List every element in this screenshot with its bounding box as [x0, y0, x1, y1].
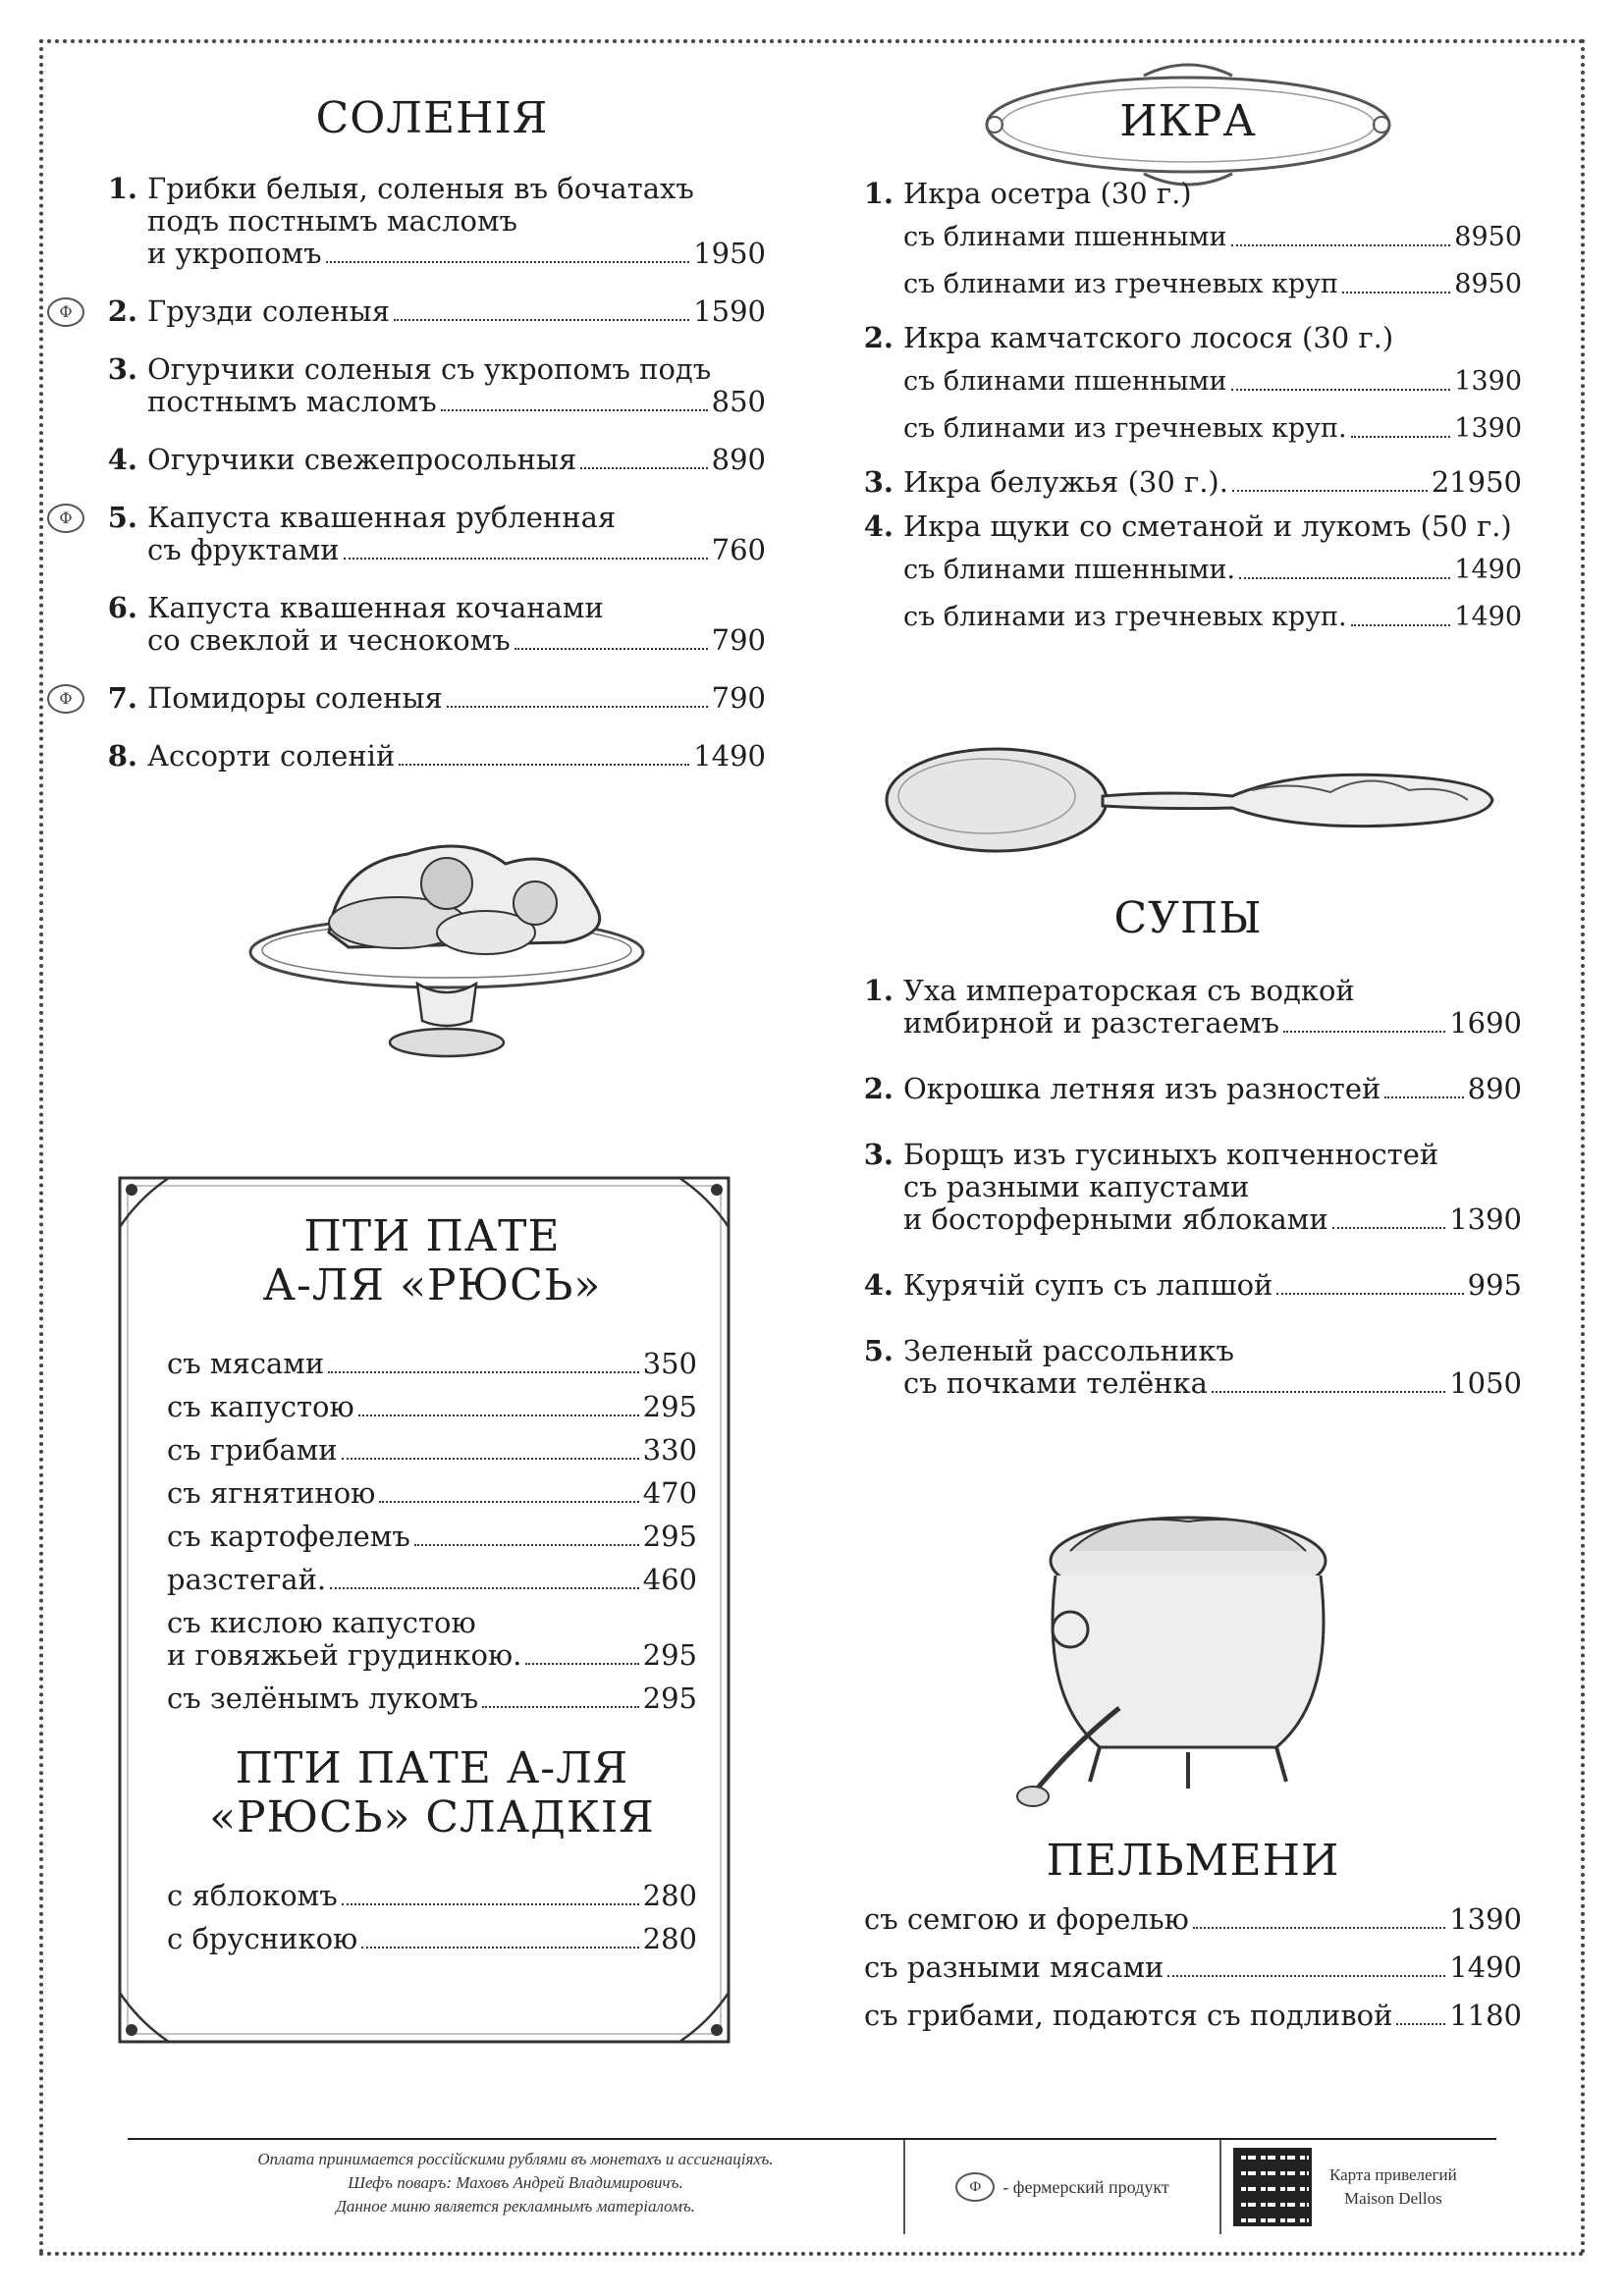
item-name-line: Ассорти соленiй [147, 739, 396, 773]
sub-name: съ блинами пшенными. [903, 555, 1236, 585]
dot-leader [414, 1544, 639, 1546]
dot-leader [1332, 1227, 1446, 1229]
pelmeni-list [864, 1903, 1522, 2032]
item-text [147, 295, 766, 328]
item-line [147, 386, 766, 418]
ikra-list [854, 178, 1522, 633]
dot-leader [1283, 1031, 1445, 1033]
item-line [167, 1477, 697, 1510]
soleniya-title: СОЛЕНIЯ [315, 93, 549, 143]
footer-ad-note: Данное миню является рекламнымъ матерiаломъ. [336, 2197, 695, 2216]
item-price: 760 [711, 533, 766, 566]
item-name-line: разстегай. [167, 1563, 327, 1596]
item-price: 470 [642, 1476, 697, 1510]
item-name-line: съ разными капустами [903, 1170, 1250, 1203]
sub-price: 8950 [1454, 269, 1522, 299]
sub-price: 1490 [1454, 555, 1522, 585]
dot-leader [394, 319, 689, 321]
item-price: 350 [642, 1347, 697, 1380]
pelmeni-section [864, 1836, 1522, 2048]
farm-product-icon: Ф [47, 504, 84, 533]
dot-leader [1231, 244, 1451, 246]
item-line [147, 740, 766, 773]
ikra-item [854, 178, 1522, 210]
supy-section [854, 893, 1522, 1433]
pate-item [167, 1521, 697, 1553]
pelmeni-title: ПЕЛЬМЕНИ [1046, 1836, 1340, 1886]
item-price: 280 [642, 1879, 697, 1912]
pelmeni-item [864, 1951, 1522, 1984]
footer-chef: Шефъ поваръ: Маховъ Андрей Владимировичъ. [348, 2173, 683, 2192]
dot-leader [326, 261, 690, 263]
pate-section [167, 1212, 697, 1966]
item-name-line: постнымъ масломъ [147, 385, 437, 418]
item-name-line: съ капустою [167, 1390, 354, 1423]
item-line [147, 592, 766, 624]
item-name-line: съ зелёнымъ лукомъ [167, 1682, 479, 1715]
item-number: 2. [863, 1072, 893, 1105]
item-line [167, 1639, 697, 1672]
loyalty-brand: Maison Dellos [1344, 2189, 1442, 2208]
item-name-line: Огурчики свежепросольныя [147, 443, 577, 476]
sub-price: 1490 [1454, 602, 1522, 632]
ikra-item [854, 510, 1522, 543]
menu-item [98, 592, 766, 657]
item-line [903, 510, 1522, 543]
menu-item [59, 294, 766, 328]
item-price: 460 [642, 1563, 697, 1596]
item-price: 21950 [1431, 465, 1522, 499]
menu-item [98, 740, 766, 773]
item-number: 2. [107, 294, 137, 328]
pate-title-line1: ПТИ ПАТЕ [303, 1211, 561, 1261]
item-name-line: Уха императорская съ водкой [903, 974, 1355, 1007]
farm-product-icon: Ф [47, 684, 84, 714]
soleniya-list [59, 172, 766, 773]
item-line [147, 624, 766, 657]
menu-item [854, 1073, 1522, 1105]
ikra-sub-item [903, 555, 1522, 586]
item-price: 790 [711, 623, 766, 657]
item-text [147, 444, 766, 476]
pate-item [167, 1391, 697, 1423]
item-number: 8. [107, 739, 137, 773]
footer-payment: Оплата принимается россiйскими рублями въ монетахъ и ассигнацiяхъ. [257, 2150, 774, 2168]
dot-leader [514, 648, 708, 650]
item-number: 6. [107, 591, 137, 624]
dot-leader [342, 1903, 639, 1905]
spoon-illustration [879, 731, 1507, 869]
item-price: 280 [642, 1922, 697, 1955]
item-line [903, 1367, 1522, 1400]
pelmeni-item [864, 2000, 1522, 2032]
item-line [147, 534, 766, 566]
soleniya-section [59, 93, 766, 798]
item-line [147, 353, 766, 386]
item-number: 1. [863, 974, 893, 1007]
footer-notes [128, 2140, 905, 2234]
footer [128, 2138, 1496, 2234]
item-line [903, 1139, 1522, 1171]
item-line [903, 975, 1522, 1007]
pate-list [167, 1348, 697, 1715]
item-number: 5. [107, 501, 137, 534]
item-price: 890 [711, 443, 766, 476]
item-line [147, 238, 766, 270]
item-text [903, 1335, 1522, 1400]
item-line [147, 205, 766, 238]
ikra-sub-item [903, 222, 1522, 253]
item-name-line: со свеклой и чеснокомъ [147, 623, 511, 657]
item-name-line: Окрошка летняя изъ разностей [903, 1072, 1381, 1105]
item-price: 295 [642, 1638, 697, 1672]
item-line [167, 1348, 697, 1380]
item-name: Икра камчатского лосося (30 г.) [903, 321, 1394, 354]
dot-leader [1351, 436, 1451, 438]
farm-product-icon: Ф [47, 297, 84, 327]
item-line [167, 1521, 697, 1553]
item-price: 1690 [1449, 1006, 1522, 1040]
item-text [147, 592, 766, 657]
pate-sweet-title-line2: «РЮСЬ» СЛАДКIЯ [209, 1792, 655, 1842]
ikra-sub-item [903, 366, 1522, 398]
item-name-line: и укропомъ [147, 237, 322, 270]
menu-item [98, 444, 766, 476]
item-name-line: съ ягнятиною [167, 1476, 376, 1510]
menu-item [98, 353, 766, 418]
item-name-line: и босторферными яблоками [903, 1202, 1328, 1236]
item-line [147, 444, 766, 476]
sub-name: съ блинами из гречневых круп. [903, 602, 1347, 632]
item-price: 850 [711, 385, 766, 418]
dot-leader [580, 467, 707, 469]
item-price: 1590 [693, 294, 766, 328]
item-name-line: и говяжьей грудинкою. [167, 1638, 522, 1672]
dot-leader [342, 1458, 639, 1460]
item-line [903, 1073, 1522, 1105]
dot-leader [441, 409, 708, 411]
pate-sweet-list [167, 1880, 697, 1955]
pate-item [167, 1607, 697, 1672]
pate-item [167, 1434, 697, 1467]
pickles-bowl-illustration [241, 825, 653, 1080]
item-name: съ разными мясами [864, 1950, 1164, 1984]
item-line [147, 502, 766, 534]
item-line [167, 1923, 697, 1955]
item-text [903, 178, 1522, 210]
item-name-line: съ картофелемъ [167, 1520, 410, 1553]
item-line [167, 1564, 697, 1596]
ikra-section [854, 96, 1522, 655]
dot-leader [344, 558, 708, 560]
item-name-line: Огурчики соленыя съ укропомъ подъ [147, 352, 712, 386]
item-number: 1. [863, 177, 893, 210]
menu-item [854, 1335, 1522, 1400]
item-line [167, 1880, 697, 1912]
item-price: 1950 [693, 237, 766, 270]
dot-leader [1342, 292, 1450, 294]
item-name: Икра щуки со сметаной и лукомъ (50 г.) [903, 509, 1512, 543]
dot-leader [1396, 2023, 1445, 2025]
item-text [147, 740, 766, 773]
item-line [903, 1171, 1522, 1203]
dot-leader [399, 764, 689, 766]
item-name-line: съ почками телёнка [903, 1366, 1208, 1400]
item-text [903, 1073, 1522, 1105]
item-text [903, 510, 1522, 543]
item-line [903, 322, 1522, 354]
ikra-sub-item [903, 269, 1522, 300]
item-line [903, 178, 1522, 210]
sub-price: 1390 [1454, 366, 1522, 397]
dot-leader [379, 1501, 638, 1503]
item-price: 295 [642, 1390, 697, 1423]
sub-name: съ блинами из гречневых круп. [903, 413, 1347, 444]
item-number: 1. [107, 172, 137, 205]
item-name-line: с яблокомъ [167, 1879, 338, 1912]
item-number: 3. [863, 1138, 893, 1171]
dot-leader [1167, 1975, 1445, 1977]
footer-farm-legend [905, 2140, 1221, 2234]
item-name: Икра белужья (30 г.). [903, 465, 1228, 499]
item-name-line: Капуста квашенная рубленная [147, 501, 617, 534]
item-line [147, 682, 766, 715]
dot-leader [1232, 490, 1428, 492]
pate-item [167, 1880, 697, 1912]
item-price: 295 [642, 1682, 697, 1715]
farm-legend-text: - фермерский продукт [1002, 2176, 1169, 2197]
ikra-sub-item [903, 413, 1522, 445]
item-text [147, 502, 766, 566]
item-text [147, 353, 766, 418]
item-line [147, 173, 766, 205]
item-name-line: съ мясами [167, 1347, 325, 1380]
ikra-item [854, 322, 1522, 354]
item-line [903, 1269, 1522, 1302]
item-name-line: подъ постнымъ масломъ [147, 204, 517, 238]
sub-name: съ блинами пшенными [903, 222, 1227, 252]
item-number: 7. [107, 681, 137, 715]
item-name-line: Грибки белыя, соленыя въ бочатахъ [147, 172, 694, 205]
menu-item [854, 1139, 1522, 1236]
item-line [147, 295, 766, 328]
dot-leader [361, 1947, 638, 1949]
item-price: 995 [1467, 1268, 1522, 1302]
item-number: 4. [863, 509, 893, 543]
pate-sweet-title-line1: ПТИ ПАТЕ А-ЛЯ [235, 1743, 629, 1793]
item-name-line: Зеленый рассольникъ [903, 1334, 1235, 1367]
item-line [903, 1203, 1522, 1236]
item-price: 1050 [1449, 1366, 1522, 1400]
dot-leader [330, 1587, 638, 1589]
dot-leader [1231, 389, 1451, 391]
item-line [903, 1007, 1522, 1040]
footer-loyalty [1221, 2140, 1496, 2234]
farm-product-icon: Ф [955, 2172, 995, 2202]
item-line [167, 1682, 697, 1715]
item-number: 4. [107, 443, 137, 476]
item-line [167, 1434, 697, 1467]
item-name-line: Помидоры соленыя [147, 681, 443, 715]
ikra-item [854, 466, 1522, 499]
item-name-line: съ кислою капустою [167, 1606, 476, 1639]
dot-leader [328, 1371, 638, 1373]
item-name-line: съ грибами [167, 1433, 338, 1467]
item-name-line: Капуста квашенная кочанами [147, 591, 604, 624]
item-price: 1390 [1449, 1202, 1522, 1236]
menu-item [59, 681, 766, 715]
sub-price: 8950 [1454, 222, 1522, 252]
item-price: 330 [642, 1433, 697, 1467]
item-name-line: съ фруктами [147, 533, 340, 566]
item-number: 2. [863, 321, 893, 354]
pate-item [167, 1923, 697, 1955]
menu-item [98, 173, 766, 270]
pate-item [167, 1564, 697, 1596]
item-line [903, 1335, 1522, 1367]
sub-name: съ блинами пшенными [903, 366, 1227, 397]
pelmeni-item [864, 1903, 1522, 1936]
dot-leader [1384, 1096, 1463, 1098]
item-price: 295 [642, 1520, 697, 1553]
sub-price: 1390 [1454, 413, 1522, 444]
pate-item [167, 1348, 697, 1380]
menu-item [59, 501, 766, 566]
pate-item [167, 1477, 697, 1510]
item-number: 3. [863, 465, 893, 499]
item-line [167, 1391, 697, 1423]
loyalty-card-label: Карта привелегий [1329, 2165, 1457, 2184]
ikra-title: ИКРА [1119, 96, 1257, 146]
dot-leader [447, 706, 708, 708]
item-line [167, 1607, 697, 1639]
ikra-sub-item [903, 602, 1522, 633]
dumpling-pot-illustration [1011, 1502, 1345, 1816]
qr-code-icon[interactable] [1233, 2148, 1312, 2226]
item-text [903, 975, 1522, 1040]
supy-title: СУПЫ [1113, 893, 1263, 943]
menu-item [854, 975, 1522, 1040]
item-price: 1490 [1449, 1950, 1522, 1984]
item-number: 5. [863, 1334, 893, 1367]
dot-leader [525, 1663, 638, 1665]
item-line [903, 466, 1522, 499]
item-text [147, 173, 766, 270]
pate-item [167, 1682, 697, 1715]
item-name-line: Борщъ изъ гусиныхъ копченностей [903, 1138, 1439, 1171]
item-price: 1390 [1449, 1902, 1522, 1936]
item-price: 790 [711, 681, 766, 715]
dot-leader [1351, 624, 1451, 626]
item-text [147, 682, 766, 715]
dot-leader [1239, 577, 1450, 579]
dot-leader [1276, 1293, 1463, 1295]
item-price: 1180 [1449, 1999, 1522, 2032]
dot-leader [358, 1415, 639, 1416]
sub-name: съ блинами из гречневых круп [903, 269, 1339, 299]
item-text [903, 322, 1522, 354]
item-text [903, 1269, 1522, 1302]
item-name: съ грибами, подаются съ подливой [864, 1999, 1393, 2032]
item-price: 890 [1467, 1072, 1522, 1105]
dot-leader [482, 1706, 638, 1708]
item-number: 4. [863, 1268, 893, 1302]
item-name-line: Курячiй супъ съ лапшой [903, 1268, 1273, 1302]
item-name-line: имбирной и разстегаемъ [903, 1006, 1279, 1040]
menu-item [854, 1269, 1522, 1302]
item-text [903, 1139, 1522, 1236]
item-number: 3. [107, 352, 137, 386]
supy-list [854, 975, 1522, 1400]
item-name-line: с брусникою [167, 1922, 358, 1955]
item-name: съ семгою и форелью [864, 1902, 1189, 1936]
item-text [903, 466, 1522, 499]
pate-title-line2: А-ЛЯ «РЮСЬ» [262, 1260, 602, 1310]
dot-leader [1212, 1391, 1445, 1393]
item-price: 1490 [693, 739, 766, 773]
dot-leader [1193, 1927, 1445, 1929]
item-name: Икра осетра (30 г.) [903, 177, 1192, 210]
item-name-line: Грузди соленыя [147, 294, 391, 328]
